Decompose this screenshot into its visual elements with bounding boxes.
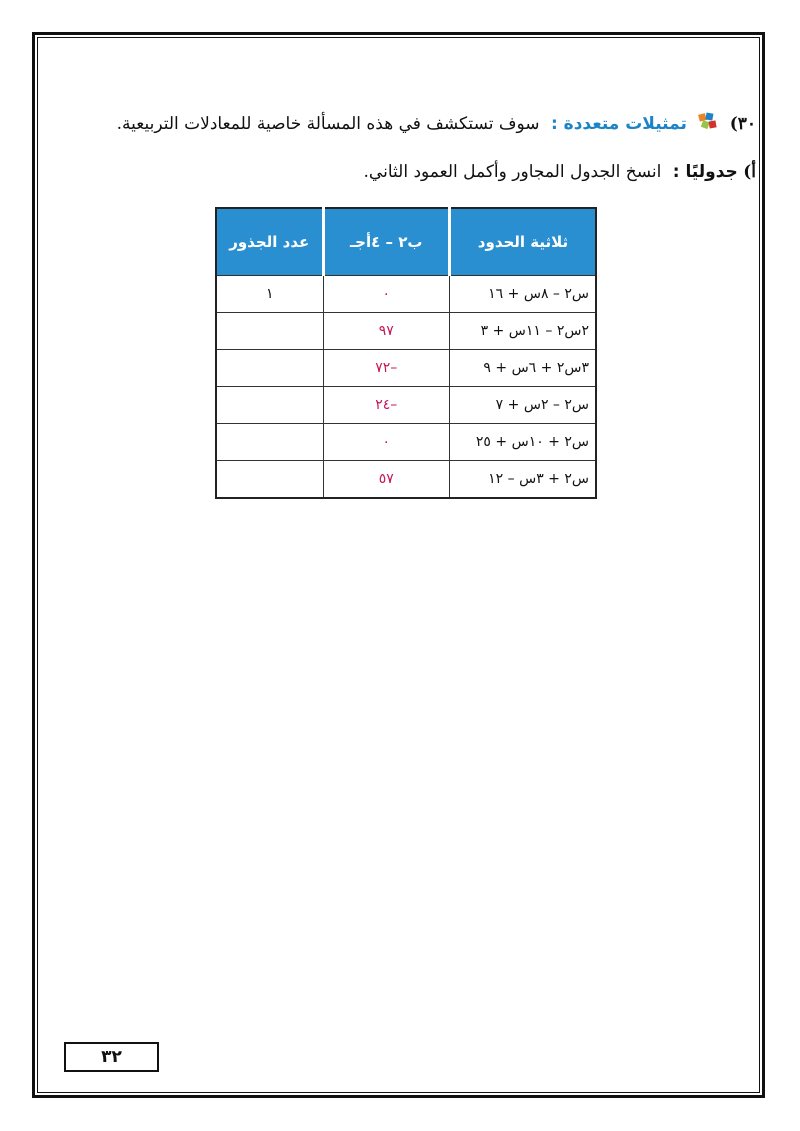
question-line (56, 108, 756, 141)
table-row (216, 276, 596, 313)
discriminant-cell: ٠ (323, 276, 449, 313)
table-row (216, 350, 596, 387)
table-row (216, 461, 596, 499)
page-inner-border (37, 37, 760, 1093)
trinomial-cell: س٢ – ٢س + ٧ (449, 387, 596, 424)
discriminant-cell: –٧٢ (323, 350, 449, 387)
roots-cell: ١ (216, 276, 323, 313)
trinomial-cell: س٢ – ٨س + ١٦ (449, 276, 596, 313)
part-a-heading: جدوليًا : (672, 162, 738, 182)
roots-cell (216, 461, 323, 499)
discriminant-cell: –٢٤ (323, 387, 449, 424)
trinomial-cell: س٢ + ١٠س + ٢٥ (449, 424, 596, 461)
table-header-row (216, 208, 596, 276)
multiple-representations-icon (698, 109, 718, 141)
table-row (216, 424, 596, 461)
roots-cell (216, 313, 323, 350)
question-number: ٣٠) (729, 114, 756, 134)
discriminant-table (215, 207, 597, 499)
table-row (216, 387, 596, 424)
page-number: ٣٢ (64, 1042, 159, 1072)
header-trinomial: ثلاثية الحدود (449, 208, 596, 276)
roots-cell (216, 424, 323, 461)
question-text: سوف تستكشف في هذه المسألة خاصية للمعادلات التربيعية. (116, 114, 540, 134)
header-discriminant: ب٢ – ٤أجـ (323, 208, 449, 276)
roots-cell (216, 350, 323, 387)
roots-cell (216, 387, 323, 424)
question-heading: تمثيلات متعددة : (550, 114, 687, 134)
discriminant-cell: ٠ (323, 424, 449, 461)
part-a-line (56, 156, 756, 188)
part-a-text: انسخ الجدول المجاور وأكمل العمود الثاني. (363, 162, 662, 182)
table-row (216, 313, 596, 350)
trinomial-cell: ٣س٢ + ٦س + ٩ (449, 350, 596, 387)
discriminant-cell: ٥٧ (323, 461, 449, 499)
header-roots: عدد الجذور (216, 208, 323, 276)
discriminant-cell: ٩٧ (323, 313, 449, 350)
part-a-letter: أ) (743, 162, 756, 182)
trinomial-cell: ٢س٢ – ١١س + ٣ (449, 313, 596, 350)
trinomial-cell: س٢ + ٣س – ١٢ (449, 461, 596, 499)
